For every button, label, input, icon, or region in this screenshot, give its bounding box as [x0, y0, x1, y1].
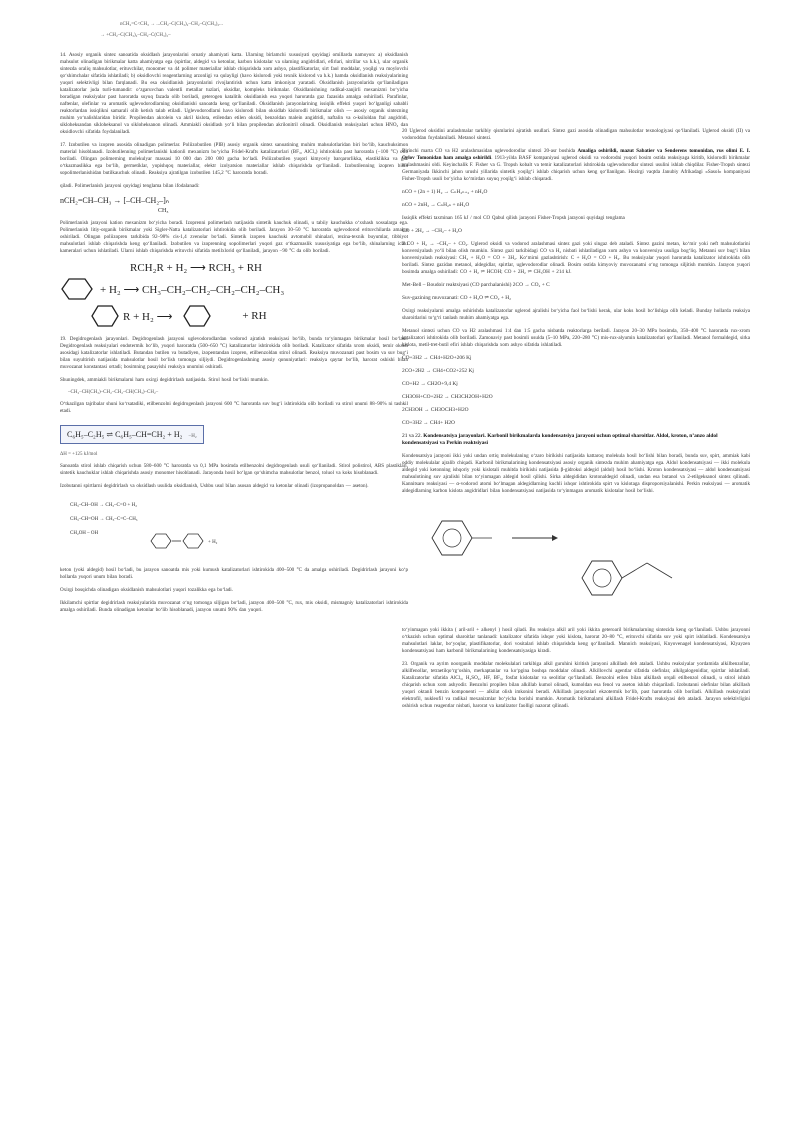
top-formula-1: nCH₂=C<CH₃ → ...CH₂–C(CH₃)₂–CH₂–C(CH₃)₂... — [120, 22, 223, 27]
top-formula-2: → +CH₂–C(CH₃)₂–CH₂–C(CH₃)₂– — [100, 33, 171, 38]
paragraph-21b: to‘yinmagan yoki ikkita ( aril-aril + alkenyl ) hosil qiladi. Bu reaksiya alkil aril yoki ikkita geteroaril birikmalarning sintezida keng qo‘llaniladi. Ushbu jarayonni o‘tkazish uchun optimal sharoitlar tanlanadi: katalizator sifatida ishqor yoki kislota, harorat 20–80 °C, erituvchi sifatida suv yoki spirt ishlatiladi. Kondensatsiya mahsulotlari laklar, bo‘yoqlar, plastifikatorlar, dori vositalari ishlab chiqarishda keng qo‘llaniladi. Mannich reaksiyasi, Knyovenagel kondensatsiyasi, Klyayzen kondensatsiyasi ham karbonil birikmalarining kondensatsiyasiga kiradi. — [402, 627, 750, 654]
svg-text:+ H₂: + H₂ — [208, 540, 218, 545]
reaction-1: RCH₂R + H₂ ⟶ RCH₃ + RH — [130, 262, 262, 274]
reaction-3-text-a: R + H₂ ⟶ — [123, 310, 173, 323]
equation-2: nCO + 2nH₂ → CₙH₂ₙ + nH₂O — [402, 202, 470, 208]
paragraph-19b: Shuningdek, ammiakli birikmalarni ham oxirgi degidrirlash natijasida. Stirol hosil bo‘lishi mumkin. — [60, 377, 269, 383]
reaction-2 — [60, 277, 408, 301]
paragraph-20b-bold: Amaliga oshirildi, mazut Sabatier va Senderens tomonidan, rus olimi E. I. Orlov Tomonidan ham amalga oshirildi — [402, 148, 750, 161]
equation-9: CH3OH+CO+2H2 → CH3CH2OH+H2O — [402, 394, 493, 400]
paragraph-19f: keton (yoki aldegid) hosil bo‘ladi, bu jarayon sanoatda mis yoki kumush katalizatorlari ishtirokida 400–500 °C da amalga oshiriladi. Degidrirlash jarayoni ko‘p hollarda yuqori unum bilan boradi. — [60, 567, 408, 580]
paragraph-20: 20 Uglerod oksidini aralashmalar tarkibiy qismlarini ajratish usullari. Sintez gazi asosida olinadigan mahsulotlar texnologiyasi qo‘llaniladi. Uglerod oksidi (II) va vodoroddan foydalaniladi. Metanol sintezi. — [402, 128, 750, 141]
polymerization-formula — [60, 196, 408, 214]
paragraph-20b — [402, 148, 750, 183]
equation-7: 2CO+2H2 → CH4+CO2+252 Kj — [402, 368, 474, 374]
alkylcyclohexane-icon — [90, 304, 120, 328]
paragraph-17c: Polimerlanish jarayoni kation mexanizm bo‘yicha boradi. Izoprenni polimerlash natijasida sintetik kauchuk olinadi, u tabiiy kauchukka o‘xshash xossalarga ega. Polimerlanish litiy-organik birikmalar yoki Sigler-Natta katalizatorlari ishtirokida olib boriladi. Jarayon 30–50 °C haroratda uglevodorod erituvchilarda amalga oshiriladi. Olingan poliizopren tarkibida 92–98% cis-1,4 zvenolar bo‘ladi. Sintetik izopren kauchuki avtomobil shinalari, rezina-texnik buyumlar, tibbiyot mahsulotlari ishlab chiqarishda keng qo‘llaniladi. Izobutilen va izoprenning sopolimerlari yuqori gaz o‘tkazmaslik xususiyatiga ega bo‘lib, shinalarning ichki kameralari uchun ishlatiladi. Ularni ishlab chiqarishda erituvchi sifatida metilxlorid qo‘llaniladi, jarayon −90 °C da olib boriladi. — [60, 220, 408, 254]
reaction-3-text-b: + RH — [242, 310, 267, 322]
svg-text:CH₂OH – OH: CH₂OH – OH — [70, 531, 99, 536]
equation-1: nCO + (2n + 1) H₂ → CₙH₂ₙ₊₂ + nH₂O — [402, 189, 488, 195]
paragraph-19h: Ikkilamchi spirtlar degidrirlash reaksiyalarida muvozanat o‘ng tomonga siljigan bo‘ladi, jarayon 400–500 °C, rux, mis oksidi, mismagniy katalizatorlari ishtirokida amalga oshiriladi. Bunda olinadigan ketonlar bo‘lib hisoblanadi, jarayon unumi 90% dan yuqori. — [60, 600, 408, 613]
svg-text:CH₃–CH–OH → CH₃–C=O + H₂: CH₃–CH–OH → CH₃–C=O + H₂ — [70, 503, 137, 508]
paragraph-23: 23. Organik va ayrim noorganik moddalar molekulalari tarkibiga alkil guruhini kiritish jarayoni alkillash deb ataladi. Ushbu reaksiyalar yordamida alkilbenzollar, alkilfenollar, tetraetilqo‘rg‘oshin, merkaptanlar va ko‘pgina boshqa moddalar olinadi. Alkillovchi agentlar sifatida olefinlar, alkilgalogenidlar, spirtlar ishlatiladi. Katalizatorlar sifatida AlCl₃, H₂SO₄, HF, BF₃, fosfat kislotalar va seolitlar qo‘llaniladi. Benzolni etilen bilan alkillash orqali etilbenzol olinadi, u stirol ishlab chiqarish uchun xom ashyodir. Benzolni propilen bilan alkillab kumol olinadi, kumoldan esa fenol va aseton ishlab chiqariladi. Izobutanni olefinlar bilan alkillash yuqori oktanli benzin komponenti — alkilat olish imkonini beradi. Alkillash jarayonlari ekzotermik bo‘lib, past haroratda olib boriladi. Alkillash reaksiyalari elektrofil, nukleofil va radikal mexanizmlar bo‘yicha borishi mumkin. Aromatik birikmalarni alkillash Fridel-Krafts reaksiyasi deb ataladi. Jarayon selektivligini oshirish uchun reagentlar nisbati, harorat va katalizator faolligi nazorat qilinadi. — [402, 661, 750, 709]
equation-6: CO+3H2 → CH4+H2O+206 Kj — [402, 355, 472, 361]
section-heading-21-title: Kondensatsiya jarayonlari. Karbonil birikmalarda kondensatsiya jarayoni uchun optimal sharoitlar. Aldol, kroton, n’anzo aldol kondensatsiyasi va Perkin reaktsiyasi — [402, 433, 718, 446]
cyclohexane-product-icon — [182, 304, 212, 328]
reaction-2-text: + H₂ ⟶ CH₃–CH₂–CH₂–CH₂–CH₂–CH₃ — [100, 283, 285, 296]
equation-11: CO+3H2 → CH4+ H2O — [402, 420, 455, 426]
equation-3: CO + 2H₂ → –CH₂– + H₂O — [402, 228, 462, 234]
paragraph-20e: Oxirgi reaksiyalarni amalga oshirishda katalizatorlar uglerod ajralishi bo‘yicha faol bo‘lishi kerak, ular koks hosil bo‘lishiga olib keladi. Bunday hollarda reaksiya sharoitlarini to‘g‘ri tanlash muhim ahamiyatga ega. — [402, 308, 750, 321]
svg-text:CH₃–CH=OH → CH₃–C=C–CH₃: CH₃–CH=OH → CH₃–C=C–CH₃ — [70, 517, 138, 522]
paragraph-19e: Izobutanni spirtlarni degidrirlash va oksidlash usulida oksidlanish, Ushbu usul bilan asosan aldegid va ketonlar olinadi (izopropanoldan — aseton). — [60, 483, 369, 489]
paragraph-19: 19. Degidrogenlash jarayonlari. Degidrogenlash jarayoni uglevodorodlardan vodorod ajratish reaksiyasi bo‘lib, bunda to‘yinmagan birikmalar hosil bo‘ladi. Degidrogenlash reaksiyalari endotermik bo‘lib, yuqori haroratda (500–650 °C) katalizatorlar ishtirokida olib boriladi. Katalizator sifatida xrom oksidi, temir oksidi asosidagi katalizatorlar ishlatiladi. Butandan butilen va butadiyen, izopentandan izopren, etilbenzoldan stirol olinadi. Reaksiya muvozanati past bosim va suv bug‘i bilan suyultirish natijasida mahsulotlar hosil bo‘lish tomonga siljiydi. Degidrogenlashning asosiy qonuniyatlari: reaksiya qaytar bo‘lib, harorat oshishi bilan muvozanat konstantasi ortadi; bosimning pasayishi reaksiya unumini oshiradi. — [60, 336, 408, 370]
paragraph-19c: O‘tkazilgan tajribalar shuni ko‘rsatadiki, etilbenzolni degidrogenlash jarayoni 600 °C haroratda suv bug‘i ishtirokida olib boriladi va stirol unumi 88–90% ni tashkil etadi. — [60, 401, 408, 414]
equation-4: Met-Bell – Boudoir reaktsiyasi (CO parchalanishi) 2CO → CO₂ + C — [402, 282, 550, 288]
paragraph-20b-pre: Birinchi marta CO va H2 aralashmasidan uglevodorodlar sintezi 20-asr boshida — [402, 148, 578, 154]
paragraph-20c: Issiqlik effekti taxminan 165 kJ / mol CO Qabul qilish jarayoni Fisher-Tropsh jarayoni quyidagi tenglama — [402, 215, 625, 221]
reaction-3 — [90, 304, 408, 328]
styrene-equation: C₆H₅–C₂H₅ ⇌ C₆H₅–CH=CH₂ + H₂ — [67, 430, 183, 439]
small-formula-1: –CH₂–CH(CH₃)–CH₂–CH₂–CH(CH₃)–CH₂– — [68, 390, 159, 395]
small-formula-2: ΔH = +125 kJ/mol — [60, 452, 98, 457]
alcohol-structures-figure — [68, 496, 408, 561]
paragraph-19g: Oxirgi bosqichda olinadigan oksidlanish mahsulotlari yuqori tozalikka ega bo‘ladi. — [60, 587, 233, 593]
equation-5: Suv-gazining muvozanati: CO + H₂O ⇌ CO₂ + H₂ — [402, 295, 512, 301]
cyclohexane-icon — [60, 277, 94, 301]
perkin-reaction-figure — [402, 501, 750, 621]
paragraph-19d: Sanoatda stirol ishlab chiqarish uchun 580–600 °C haroratda va 0,1 MPa bosimda etilbenzolni degidrogenlash usuli qo‘llaniladi. Stirol polistirol, ABS plastiklari, sintetik kauchuklar ishlab chiqarishda asosiy monomer hisoblanadi. Jarayonda hosil bo‘lgan qo‘shimcha mahsulotlar benzol, toluol va koks hisoblanadi. — [60, 463, 408, 476]
paragraph-20f: Metanol sintezi uchun CO va H2 aralashmasi 1:4 dan 1:5 gacha nisbatda reaktorlarga beriladi. Jarayon 20–30 MPa bosimda, 350–400 °C haroratda rux-xrom katalizatori ishtirokida olib boriladi. Zamonaviy past bosimli usulda (5–10 MPa, 220–280 °C) mis-rux-alyumin katalizatorlari qo‘llaniladi. Metanol formaldegid, sirka kislota, metil-tret-butil efiri ishlab chiqarishda xom ashyo sifatida ishlatiladi. — [402, 328, 750, 348]
section-heading-21-number: 21 va 22. — [402, 433, 424, 439]
section-heading-21 — [402, 433, 750, 447]
paragraph-17b: qiladi. Polimerlanish jarayoni quyidagi tenglama bilan ifodalanadi: — [60, 183, 200, 189]
equation-10: 2CH3OH → CH3OCH3+H2O — [402, 407, 469, 413]
polymerization-substituent: CH₃ — [158, 208, 169, 214]
perkin-reaction-icon — [402, 501, 742, 619]
right-column — [402, 128, 750, 716]
equation-8: CO+H2 → CH2O+9,4 Kj — [402, 381, 458, 387]
paragraph-21: Kondensatsiya jarayoni ikki yoki undan ortiq molekulaning o‘zaro birikishi natijasida kattaroq molekula hosil bo‘lishi bilan boradi, bunda suv, spirt, ammiak kabi oddiy molekulalar ajralib chiqadi. Karbonil birikmalarining kondensatsiyasi asosiy organik sintezda muhim ahamiyatga ega. Aldol kondensatsiyasi — ikki molekula aldegid yoki ketonning ishqoriy yoki kislotali muhitda birikishi natijasida β-gidroksi aldegid (aldol) hosil bo‘lishi. Kroton kondensatsiyasi — aldol kondensatsiyasi mahsulotining suv ajralishi bilan to‘yinmagan aldegid hosil qilishi. Sirka aldegididan krotonaldegid olinadi, undan esa butanol va 2-etilgeksanol sintez qilinadi. Kannitsaro reaksiyasi — α-vodorod atomi bo‘lmagan aldegidlarning kuchli ishqor ishtirokida spirt va kislotaga disproporsiyalanishi. Perkin reaksiyasi — aromatik aldegidlarning karbon kislota angidridlari bilan kondensatsiyasi natijasida to‘yinmagan aromatik kislotalar hosil bo‘lishi. — [402, 453, 750, 494]
paragraph-14: 14. Asosiy organik sintez sanoatida oksidlash jarayonlarini ornatiy ahamiyati katta. Ularning birlamchi xususiyati quyidagi omillarda namoyon: a) oksidlanish mahsulot olinadigan birikmalar katta ahamiyatga ega (spirtlar, aldegid va ketonlar, karbon kislotalar va ularning angidridlari, efirlari, nitrillar va h.k.), ular organik sintezda oraliq mahsulotlar, erituvchilar, monomer va 44 polimer materiallar ishlab chiqarishda xom ashyo, plastifikatorlar, sirt faol moddalar, yoqilgi va moylovchi qo‘shimchalar sifatida ishlatiladi; b) oksidlovchi reagentlarning arzonligi va qulayligi (havo kislorodi yoki texnik kislorod va h.k.) hamda oksidlanish reaksiyalarining yuqori selektivligi bilan farqlanadi. Bu esa oksidlanish jarayonlarini rivojlantirish uchun katta imkoniyat yaratadi. Oksidlanish jarayonlarida qo‘llaniladigan katalizatorlar juda turli-tumandir: o‘zgaruvchan valentli metallar tuzlari, oksidlar, kompleks birikmalar. Oksidlanishning radikal-zanjirli mexanizmi bo‘yicha boradigan reaksiyalar past haroratda suyuq fazada olib boriladi, geterogen katalitik oksidlanish esa yuqori haroratda gaz fazasida amalga oshiriladi. Parafinlar, naftenlar, olefinlar va aromatik uglevodorodlarning oksidlanishi sanoatda keng qo‘llaniladi. Oksidlanish jarayonlarining issiqlik effekti yuqori bo‘lganligi sababli reaktorlardan issiqlikni samarali olib ketish talab etiladi. Uglevodorodlarni havo kislorodi bilan oksidlab kislorodli birikmalar olish — asosiy organik sintezning muhim yo‘nalishlaridan biridir. Propilendan akrolein va akril kislota, etilendan etilen oksidi, benzoldan malein angidridi, naftalin va o-ksiloldan ftal angidridi, sikloheksandan sikloheksanol va sikloheksanon olinadi. Ammiakli oksidlash yo‘li bilan propilendan akrilonitril olinadi. Oksidlanish reaksiyalari uchun HNO₃ dan oksidlovchi sifatida foydalaniladi. — [60, 52, 408, 135]
paragraph-20d: 2 CO + H₂ → –CH₂– + CO₂. Uglerod oksidi va vodorod aralashmasi sintez gazi yoki singaz deb ataladi. Sintez gazini metan, ko‘mir yoki neft mahsulotlarini konversiyalash yo‘li bilan olish mumkin. Sintez gazi tarkibidagi CO va H₂ nisbati ishlatiladigan xom ashyo va konversiya usuliga bog‘liq. Metanni suv bug‘i bilan konversiyalash reaksiyasi: CH₄ + H₂O = CO + 3H₂. Ko‘mirni gazlashtirish: C + H₂O = CO + H₂. Bu reaksiyalar yuqori haroratda katalizator ishtirokida olib boriladi. Sintez gazidan metanol, aldegidlar, spirtlar, uglevodorodlar olinadi. Bosim ostida kimyoviy muvozanatni o‘ng tomonga siljitish mumkin. Jarayon yuqori bosimda amalga oshiriladi: CO + H₂ ⇌ HCOH; CO + 2H₂ ⇌ CH₃OH + 214 kJ. — [402, 241, 750, 275]
styrene-formula-box — [60, 425, 204, 444]
alcohol-structures-icon — [68, 496, 268, 556]
paragraph-17: 17. Izobutilen va izopren asosida olinadigan polimerlar. Poliizobutilen (PIB) asosiy organik sintez sanoatining muhim mahsulotlaridan biri bo‘lib, kauchuksimon material hisoblanadi. Izobutilenning polimerlanishi kationli mexanizm bo‘yicha Fridel-Krafts katalizatorlari (BF₃, AlCl₃) ishtirokida past haroratda (−100 °C) olib boriladi. Olingan polimerning molekulyar massasi 10 000 dan 200 000 gacha bo‘ladi. Poliizobutilen yuqori kimyoviy barqarorlikka, elastiklikka va gaz o‘tkazmaslikka ega bo‘lib, germetiklar, yopishqoq materiallar, elektr izolyatsion materiallar ishlab chiqarishda qo‘llaniladi. Izobutilenning izopren bilan sopolimerlanishidan butilkauchuk olinadi. Reaksiya ajratilgan izobutilen 145,2 °C haroratda boradi. — [60, 142, 408, 176]
polymerization-equation: nCH₂=CH–CH₃ → [–CH–CH₂–]ₙ — [60, 196, 169, 205]
styrene-arrow-label: −H₂ — [188, 434, 197, 439]
left-column — [60, 18, 408, 620]
paragraph-20b-post: . 1913-yilda BASF kompaniyasi uglerod oksidi va vodorodni yuqori bosim ostida reaksiyaga kiritib, kislorodli birikmalar aralashmasini oldi. Keyinchalik F. Fisher va G. Tropsh kobalt va temir katalizatorlari ishtirokida uglevodorodlar sintezi usulini ishlab chiqdilar. Fisher-Tropsh sintezi Germaniyada Ikkinchi jahon urushi yillarida sintetik yoqilg‘i ishlab chiqarish uchun keng qo‘llanilgan. Hozirgi vaqtda Janubiy Afrikadagi «Sasol» kompaniyasi Fisher-Tropsh usuli bo‘yicha ko‘mirdan suyuq yoqilg‘i ishlab chiqaradi. — [402, 155, 751, 182]
